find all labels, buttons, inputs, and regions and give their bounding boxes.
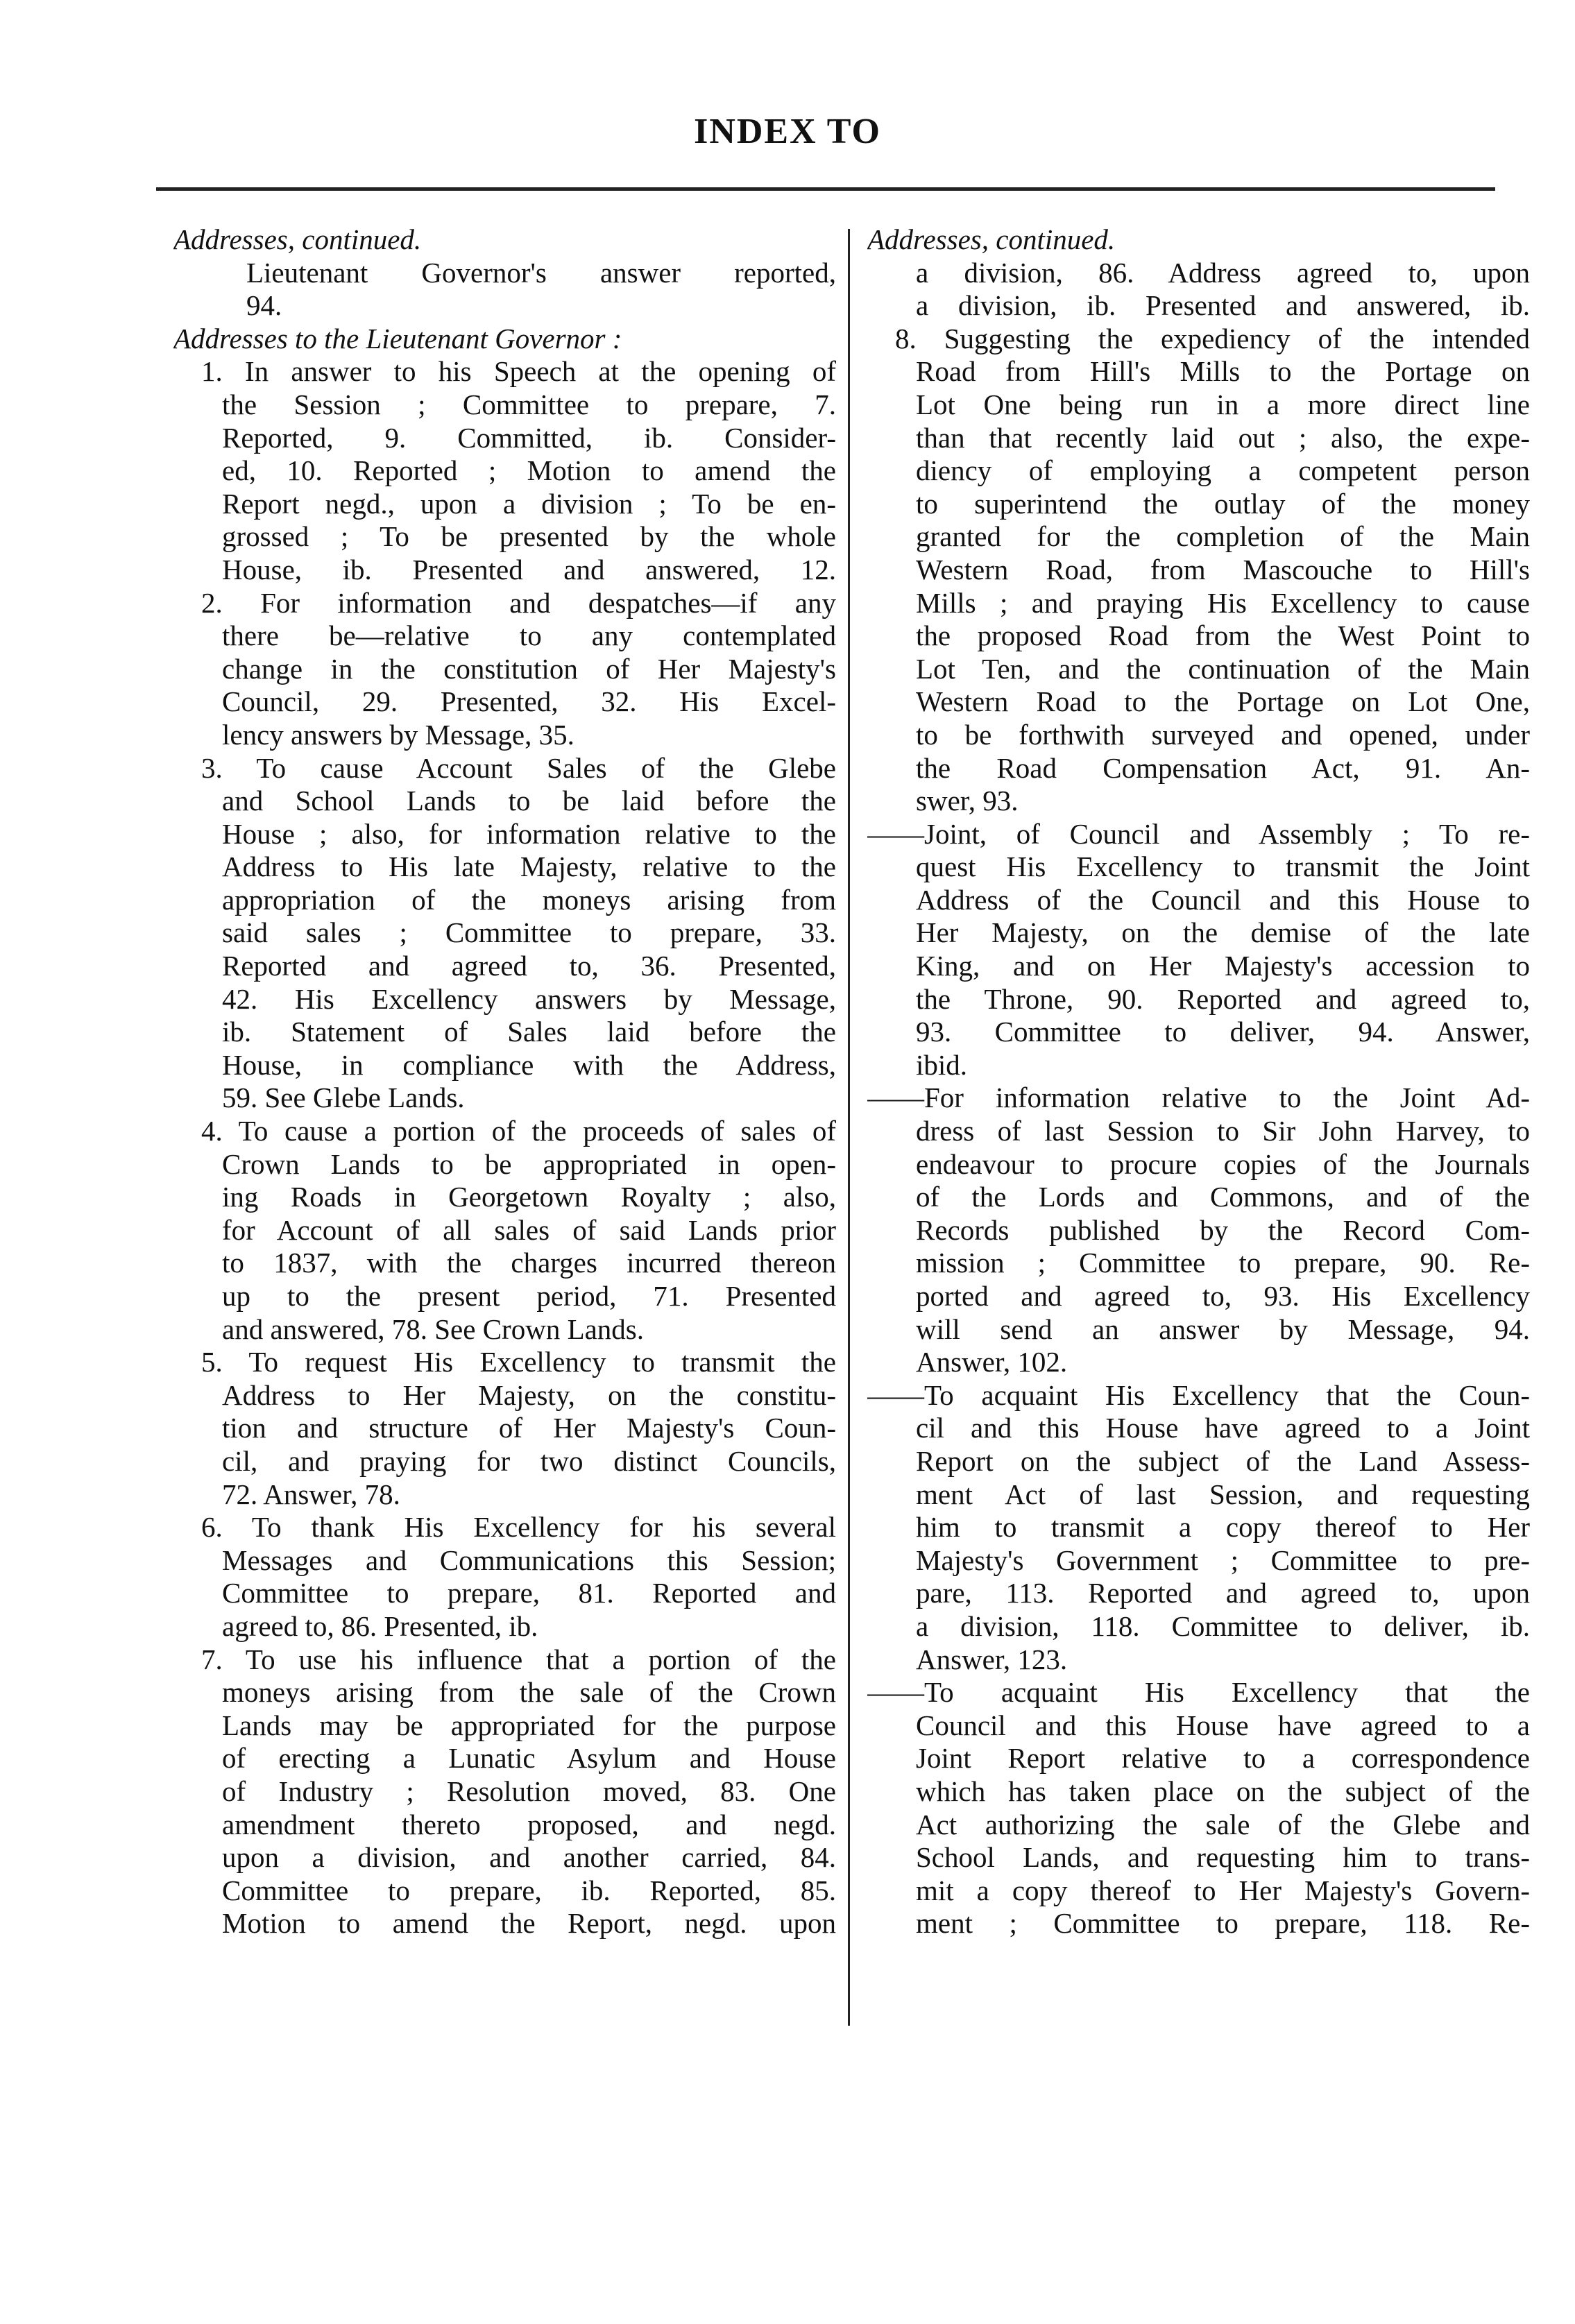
index-line: moneys arising from the sale of the Crown	[222, 1676, 836, 1709]
index-line: lency answers by Message, 35.	[222, 718, 574, 751]
index-line: Lieutenant Governor's answer reported,	[246, 256, 836, 289]
index-line: 42. His Excellency answers by Message,	[222, 982, 836, 1015]
index-line: up to the present period, 71. Presented	[222, 1280, 836, 1312]
index-line: ——To acquaint His Excellency that the Coun-	[867, 1378, 1530, 1411]
index-line: him to transmit a copy thereof to Her	[916, 1511, 1530, 1544]
index-line: Address to Her Majesty, on the constitu-	[222, 1378, 836, 1411]
index-line: change in the constitution of Her Majesty's	[222, 652, 836, 685]
index-line: and School Lands to be laid before the	[222, 785, 836, 817]
page-header: INDEX TO	[694, 112, 881, 151]
index-line: ing Roads in Georgetown Royalty ; also,	[222, 1181, 836, 1213]
index-line: a division, 86. Address agreed to, upon	[916, 256, 1530, 289]
index-line: Records published by the Record Com-	[916, 1213, 1530, 1246]
index-line: the Session ; Committee to prepare, 7.	[222, 388, 836, 420]
index-line: agreed to, 86. Presented, ib.	[222, 1609, 538, 1642]
index-line: Reported and agreed to, 36. Presented,	[222, 950, 836, 982]
index-line: 8. Suggesting the expediency of the intended	[895, 322, 1530, 354]
index-line: Crown Lands to be appropriated in open-	[222, 1147, 836, 1180]
index-line: 93. Committee to deliver, 94. Answer,	[916, 1016, 1530, 1048]
index-line: ed, 10. Reported ; Motion to amend the	[222, 454, 836, 487]
index-heading: Addresses to the Lieutenant Governor :	[173, 322, 622, 354]
index-line: diency of employing a competent person	[916, 454, 1530, 487]
index-line: a division, ib. Presented and answered, ib.	[916, 289, 1530, 322]
index-line: ——For information relative to the Joint Ad-	[867, 1082, 1530, 1114]
index-line: Lands may be appropriated for the purpose	[222, 1709, 836, 1741]
index-line: to superintend the outlay of the money	[916, 487, 1530, 520]
index-line: 2. For information and despatches—if any	[201, 586, 836, 619]
index-line: for Account of all sales of said Lands prior	[222, 1213, 836, 1246]
index-line: 59. See Glebe Lands.	[222, 1082, 465, 1114]
index-line: School Lands, and requesting him to trans-	[916, 1841, 1530, 1874]
index-line: ment Act of last Session, and requesting	[916, 1478, 1530, 1510]
index-line: the Road Compensation Act, 91. An-	[916, 751, 1530, 784]
index-line: ——Joint, of Council and Assembly ; To re-	[867, 817, 1530, 850]
index-line: Answer, 102.	[916, 1346, 1068, 1378]
index-line: to 1837, with the charges incurred thereon	[222, 1247, 836, 1279]
index-line: Lot One being run in a more direct line	[916, 388, 1530, 420]
index-line: endeavour to procure copies of the Journals	[916, 1147, 1530, 1180]
index-line: Report on the subject of the Land Assess-	[916, 1444, 1530, 1477]
index-line: Lot Ten, and the continuation of the Main	[916, 652, 1530, 685]
index-line: 4. To cause a portion of the proceeds of sales of	[201, 1115, 836, 1147]
index-line: Reported, 9. Committed, ib. Consider-	[222, 421, 836, 454]
index-column-left	[173, 223, 836, 1940]
index-line: House, ib. Presented and answered, 12.	[222, 553, 836, 586]
index-line: granted for the completion of the Main	[916, 520, 1530, 553]
index-line: ibid.	[916, 1048, 968, 1081]
column-divider	[848, 229, 850, 2026]
index-line: the Throne, 90. Reported and agreed to,	[916, 982, 1530, 1015]
index-heading: Addresses, continued.	[867, 223, 1116, 255]
index-line: will send an answer by Message, 94.	[916, 1313, 1530, 1345]
index-line: Address to His late Majesty, relative to the	[222, 851, 836, 883]
index-line: Motion to amend the Report, negd. upon	[222, 1907, 836, 1940]
index-line: 7. To use his influence that a portion of the	[201, 1643, 836, 1675]
index-line: of the Lords and Commons, and of the	[916, 1181, 1530, 1213]
index-line: House, in compliance with the Address,	[222, 1048, 836, 1081]
index-line: Report negd., upon a division ; To be en-	[222, 487, 836, 520]
index-line: Act authorizing the sale of the Glebe and	[916, 1808, 1530, 1840]
index-line: Answer, 123.	[916, 1643, 1068, 1675]
index-line: 6. To thank His Excellency for his several	[201, 1511, 836, 1544]
index-line: ported and agreed to, 93. His Excellency	[916, 1280, 1530, 1312]
index-line: a division, 118. Committee to deliver, ib.	[916, 1609, 1530, 1642]
index-line: appropriation of the moneys arising from	[222, 883, 836, 916]
index-line: Committee to prepare, 81. Reported and	[222, 1577, 836, 1609]
index-line: which has taken place on the subject of the	[916, 1775, 1530, 1807]
index-line: Messages and Communications this Session;	[222, 1544, 836, 1576]
index-line: 72. Answer, 78.	[222, 1478, 400, 1510]
index-line: Road from Hill's Mills to the Portage on	[916, 355, 1530, 388]
index-line: than that recently laid out ; also, the expe-	[916, 421, 1530, 454]
index-line: amendment thereto proposed, and negd.	[222, 1808, 836, 1840]
index-line: Majesty's Government ; Committee to pre-	[916, 1544, 1530, 1576]
index-line: tion and structure of Her Majesty's Coun-	[222, 1412, 836, 1444]
index-line: Joint Report relative to a correspondence	[916, 1742, 1530, 1775]
index-line: Western Road to the Portage on Lot One,	[916, 685, 1530, 718]
index-line: to be forthwith surveyed and opened, under	[916, 718, 1530, 751]
index-line: pare, 113. Reported and agreed to, upon	[916, 1577, 1530, 1609]
index-line: quest His Excellency to transmit the Joint	[916, 851, 1530, 883]
index-line: 1. In answer to his Speech at the opening of	[201, 355, 836, 388]
index-line: mit a copy thereof to Her Majesty's Govern-	[916, 1874, 1530, 1906]
index-line: ——To acquaint His Excellency that the	[867, 1676, 1530, 1709]
index-column-right	[867, 223, 1530, 1940]
index-line: upon a division, and another carried, 84.	[222, 1841, 836, 1874]
index-line: of Industry ; Resolution moved, 83. One	[222, 1775, 836, 1807]
index-line: 3. To cause Account Sales of the Glebe	[201, 751, 836, 784]
index-heading: Addresses, continued.	[173, 223, 422, 255]
index-line: Western Road, from Mascouche to Hill's	[916, 553, 1530, 586]
index-line: cil and this House have agreed to a Joint	[916, 1412, 1530, 1444]
index-line: ment ; Committee to prepare, 118. Re-	[916, 1907, 1530, 1940]
index-line: dress of last Session to Sir John Harvey, to	[916, 1115, 1530, 1147]
index-line: cil, and praying for two distinct Councils,	[222, 1444, 836, 1477]
index-line: said sales ; Committee to prepare, 33.	[222, 916, 836, 949]
index-line: swer, 93.	[916, 785, 1019, 817]
header-rule	[156, 187, 1495, 191]
index-line: mission ; Committee to prepare, 90. Re-	[916, 1247, 1530, 1279]
index-line: ib. Statement of Sales laid before the	[222, 1016, 836, 1048]
index-line: Committee to prepare, ib. Reported, 85.	[222, 1874, 836, 1906]
index-line: the proposed Road from the West Point to	[916, 620, 1530, 652]
index-line: 5. To request His Excellency to transmit the	[201, 1346, 836, 1378]
index-line: Council and this House have agreed to a	[916, 1709, 1530, 1741]
index-line: Mills ; and praying His Excellency to cause	[916, 586, 1530, 619]
index-line: 94.	[246, 289, 282, 322]
index-line: and answered, 78. See Crown Lands.	[222, 1313, 645, 1345]
index-line: King, and on Her Majesty's accession to	[916, 950, 1530, 982]
index-line: there be—relative to any contemplated	[222, 620, 836, 652]
index-line: Address of the Council and this House to	[916, 883, 1530, 916]
index-line: House ; also, for information relative to the	[222, 817, 836, 850]
index-line: of erecting a Lunatic Asylum and House	[222, 1742, 836, 1775]
index-line: grossed ; To be presented by the whole	[222, 520, 836, 553]
index-line: Council, 29. Presented, 32. His Excel-	[222, 685, 836, 718]
index-line: Her Majesty, on the demise of the late	[916, 916, 1530, 949]
